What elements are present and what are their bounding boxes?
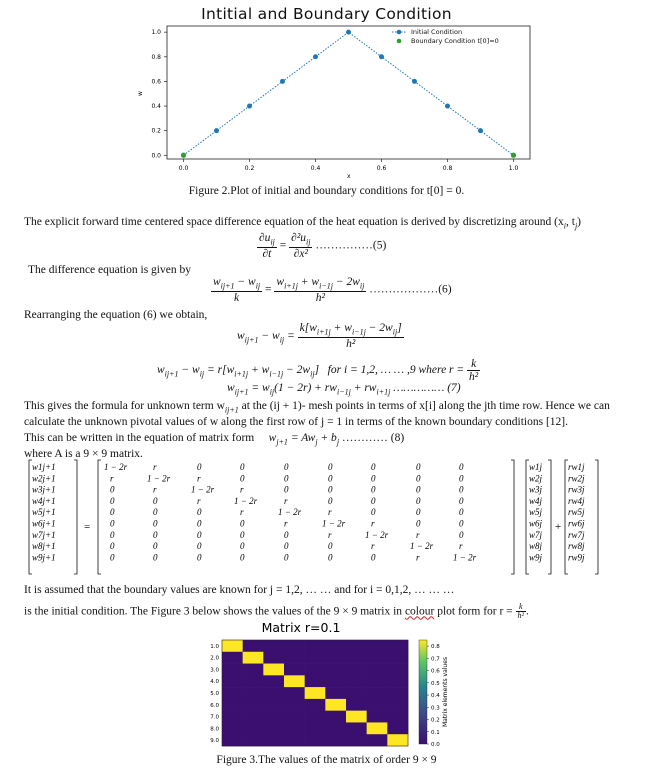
initial-condition-point xyxy=(445,104,450,109)
colorbar-tick-label: 0.8 xyxy=(431,644,440,651)
heatmap-cell xyxy=(263,711,284,723)
paragraph-1: The explicit forward time centered space difference equation of the heat equation is derived by discretizing around ($x_i$, $t_j$) xyxy=(24,216,582,231)
matrix-a-entry: 0 xyxy=(153,495,158,506)
heatmap-cell xyxy=(346,687,367,699)
heatmap-cell xyxy=(243,699,264,711)
matrix-a-entry: 0 xyxy=(328,473,333,484)
heatmap-cell xyxy=(346,734,367,746)
matrix-a-entry: 0 xyxy=(284,484,289,495)
matrix-a-entry: 0 xyxy=(197,518,202,529)
matrix-a-entry: 0 xyxy=(197,507,202,518)
heatmap-cell xyxy=(367,640,388,652)
initial-condition-point xyxy=(214,128,219,133)
heatmap-chart xyxy=(0,618,653,748)
initial-condition-point xyxy=(247,104,252,109)
matrix-a-entry: 1 − 2r xyxy=(234,495,258,506)
matrix-a-entry: r xyxy=(416,552,420,563)
matrix-a-entry: 0 xyxy=(328,462,333,472)
heatmap-cell xyxy=(263,687,284,699)
paragraph-5: calculate the unknown pivotal values of w along the first row of j = 1 in terms of the known boundary conditions [12]. xyxy=(24,416,568,428)
matrix-a-entry: 1 − 2r xyxy=(453,552,477,563)
matrix-a-entry: r xyxy=(416,529,420,540)
lhs-vector-entry: w1j+1 xyxy=(32,462,56,472)
matrix-a-entry: r xyxy=(197,495,201,506)
initial-condition-point xyxy=(313,54,318,59)
matrix-a-entry: 0 xyxy=(240,462,245,472)
matrix-a-entry: r xyxy=(328,529,332,540)
paragraph-2: The difference equation is given by xyxy=(28,264,191,276)
heatmap-cell xyxy=(222,711,243,723)
x-tick-label: 0.0 xyxy=(178,165,189,172)
heatmap-cell xyxy=(367,664,388,676)
colorbar xyxy=(419,640,427,744)
heatmap-cell xyxy=(387,711,408,723)
heatmap-cell xyxy=(305,640,326,652)
initial-condition-point xyxy=(478,128,483,133)
colorbar-tick-label: 0.7 xyxy=(431,656,440,663)
matrix-a-entry: 0 xyxy=(371,507,376,518)
heatmap-cell xyxy=(305,711,326,723)
matrix-a-entry: 0 xyxy=(284,473,289,484)
initial-condition-point xyxy=(346,30,351,35)
heatmap-cell xyxy=(243,664,264,676)
matrix-a-entry: 0 xyxy=(328,552,333,563)
y-tick-label: 0.8 xyxy=(151,53,161,61)
heatmap-cell xyxy=(222,664,243,676)
matrix-a-entry: 0 xyxy=(416,473,421,484)
matrix-a-entry: 1 − 2r xyxy=(322,518,346,529)
lhs-vector-entry: w7j+1 xyxy=(32,529,56,540)
initial-condition-point xyxy=(412,79,417,84)
wj-vector-entry: w5j xyxy=(529,507,543,518)
heatmap-cell xyxy=(346,711,367,723)
heatmap-cell xyxy=(284,687,305,699)
matrix-a-entry: 0 xyxy=(459,495,464,506)
matrix-a-entry: r xyxy=(110,473,114,484)
matrix-a-entry: 0 xyxy=(459,518,464,529)
heatmap-cell xyxy=(284,664,305,676)
heatmap-cell xyxy=(222,734,243,746)
equation-6: $\frac{w_{ij+1} - w_{ij}}{k}$ = $\frac{w_{i+1j} + w_{i-1j} - 2w_{ij}}{\text{h²}}$ ………………(6) xyxy=(213,276,452,304)
plot-area xyxy=(167,26,530,159)
colorbar-tick-label: 0.3 xyxy=(431,705,440,712)
heatmap-cell xyxy=(263,664,284,676)
heatmap-cell xyxy=(222,640,243,652)
matrix-a-entry: 1 − 2r xyxy=(191,484,215,495)
heatmap-cell xyxy=(305,675,326,687)
colorbar-tick-label: 0.5 xyxy=(431,680,440,687)
heatmap-cell xyxy=(305,652,326,664)
matrix-a-entry: 0 xyxy=(153,507,158,518)
matrix-a-entry: 0 xyxy=(153,541,158,552)
heatmap-cell xyxy=(263,675,284,687)
heatmap-title: Matrix r=0.1 xyxy=(261,620,341,635)
lhs-vector-entry: w2j+1 xyxy=(32,473,56,484)
heatmap-y-tick: 9.0 xyxy=(210,738,219,745)
heatmap-cell xyxy=(346,664,367,676)
heatmap-cell xyxy=(325,711,346,723)
x-tick-label: 0.4 xyxy=(310,165,321,172)
equation-5: $\frac{\partial u_{ij}}{\partial t}$ = $\frac{\partial^2u_{ij}}{\text{∂x²}}$ ……………(5) xyxy=(259,232,387,260)
x-tick-label: 0.8 xyxy=(442,165,453,172)
heatmap-cell xyxy=(367,675,388,687)
heatmap-cell xyxy=(346,640,367,652)
matrix-a-entry: 0 xyxy=(240,518,245,529)
matrix-a-entry: r xyxy=(284,495,288,506)
heatmap-cell xyxy=(305,722,326,734)
heatmap-y-tick: 7.0 xyxy=(210,714,219,721)
heatmap-cell xyxy=(367,699,388,711)
heatmap-y-tick: 8.0 xyxy=(210,726,219,733)
matrix-a-entry: 0 xyxy=(110,484,115,495)
matrix-a-entry: r xyxy=(153,484,157,495)
rw-vector-entry: rw3j xyxy=(568,484,585,495)
heatmap-cell xyxy=(222,652,243,664)
rw-vector-entry: rw5j xyxy=(568,507,585,518)
heatmap-cell xyxy=(387,675,408,687)
initial-condition-point xyxy=(280,79,285,84)
heatmap-cell xyxy=(243,722,264,734)
heatmap-cell xyxy=(346,722,367,734)
wj-vector-entry: w9j xyxy=(529,552,543,563)
heatmap-cell xyxy=(243,734,264,746)
heatmap-cell xyxy=(305,687,326,699)
initial-condition-line xyxy=(184,32,514,155)
matrix-equation xyxy=(0,458,653,583)
boundary-condition-point xyxy=(511,153,516,158)
colorbar-tick-label: 0.2 xyxy=(431,717,440,724)
figure2-caption: Figure 2.Plot of initial and boundary conditions for t[0] = 0. xyxy=(188,185,465,197)
heatmap-cell xyxy=(387,640,408,652)
heatmap-cell xyxy=(325,652,346,664)
matrix-a-entry: 0 xyxy=(284,529,289,540)
heatmap-cell xyxy=(263,699,284,711)
matrix-a-entry: 0 xyxy=(459,473,464,484)
matrix-a-entry: 0 xyxy=(110,552,115,563)
matrix-a-entry: 0 xyxy=(284,552,289,563)
heatmap-cell xyxy=(284,734,305,746)
matrix-a-entry: r xyxy=(371,518,375,529)
heatmap-cell xyxy=(243,675,264,687)
x-tick-label: 0.6 xyxy=(376,165,387,172)
matrix-a-entry: 0 xyxy=(371,473,376,484)
wj-vector-entry: w6j xyxy=(529,518,543,529)
matrix-a-entry: r xyxy=(328,507,332,518)
heatmap-cell xyxy=(325,722,346,734)
heatmap-cell xyxy=(243,652,264,664)
heatmap-cell xyxy=(284,675,305,687)
matrix-a-entry: r xyxy=(197,473,201,484)
matrix-a-entry: 0 xyxy=(459,462,464,472)
heatmap-cell xyxy=(346,675,367,687)
matrix-a-entry: r xyxy=(240,484,244,495)
heatmap-cell xyxy=(325,640,346,652)
initial-condition-point xyxy=(379,54,384,59)
equation-rearranged: $w_{ij+1} - w_{ij}$ = $\frac{k[w_{i+1j} + w_{i-1j} - 2w_{ij}]}{\text{h²}}$ xyxy=(237,322,402,350)
matrix-a-entry: 0 xyxy=(371,552,376,563)
matrix-a-entry: 0 xyxy=(328,484,333,495)
equation-r-form: $w_{ij+1} - w_{ij} = r[w_{i+1j} + w_{i-1j} - 2w_{ij}]$ for i = 1,2, … … ,9 where r = $\frac{k}{\text{h²}}$ xyxy=(157,358,479,384)
heatmap-cell xyxy=(263,722,284,734)
matrix-a-entry: 0 xyxy=(197,462,202,472)
heatmap-cell xyxy=(387,699,408,711)
matrix-a-entry: 0 xyxy=(416,484,421,495)
wj-vector-entry: w7j xyxy=(529,529,543,540)
heatmap-cell xyxy=(284,699,305,711)
legend-label-initial: Initial Condition xyxy=(411,28,463,36)
matrix-a-entry: r xyxy=(371,541,375,552)
lhs-vector-entry: w6j+1 xyxy=(32,518,56,529)
y-tick-label: 0.2 xyxy=(151,127,161,135)
colorbar-tick-label: 0.6 xyxy=(431,668,440,675)
boundary-condition-point xyxy=(181,153,186,158)
heatmap-cell xyxy=(305,664,326,676)
y-tick-label: 1.0 xyxy=(151,29,161,37)
rw-vector-entry: rw6j xyxy=(568,518,585,529)
matrix-a-entry: 0 xyxy=(328,495,333,506)
paragraph-4: This gives the formula for unknown term $w_{ij+1}$ at the (ij + 1)- mesh points in terms of x[i] along the jth time row. Hence we can xyxy=(24,400,610,415)
matrix-a-entry: 0 xyxy=(459,529,464,540)
matrix-a-entry: 0 xyxy=(371,495,376,506)
heatmap-y-tick: 5.0 xyxy=(210,691,219,697)
heatmap-cell xyxy=(387,722,408,734)
wj-vector-entry: w3j xyxy=(529,484,543,495)
matrix-a-entry: 0 xyxy=(459,484,464,495)
heatmap-cell xyxy=(243,640,264,652)
x-tick-label: 1.0 xyxy=(508,165,519,172)
matrix-a-entry: 0 xyxy=(240,552,245,563)
matrix-a-entry: 0 xyxy=(153,552,158,563)
heatmap-cell xyxy=(387,734,408,746)
heatmap-cell xyxy=(325,687,346,699)
figure3-caption: Figure 3.The values of the matrix of order 9 × 9 xyxy=(216,754,437,766)
heatmap-y-tick: 2.0 xyxy=(210,655,219,662)
paragraph-7: where A is a 9 × 9 matrix. xyxy=(24,448,143,460)
rw-vector-entry: rw1j xyxy=(568,462,585,472)
heatmap-cell xyxy=(263,640,284,652)
svg-text:+: + xyxy=(555,521,562,533)
heatmap-cell xyxy=(222,675,243,687)
matrix-a-entry: r xyxy=(240,507,244,518)
heatmap-cell xyxy=(325,664,346,676)
lhs-vector-entry: w3j+1 xyxy=(32,484,56,495)
matrix-a-entry: 0 xyxy=(197,552,202,563)
wj-vector-entry: w8j xyxy=(529,541,543,552)
y-tick-label: 0.4 xyxy=(151,103,161,111)
wj-vector-entry: w4j xyxy=(529,495,543,506)
heatmap-y-tick: 1.0 xyxy=(210,643,219,650)
matrix-a-entry: r xyxy=(284,518,288,529)
rw-vector-entry: rw4j xyxy=(568,495,585,506)
rw-vector-entry: rw2j xyxy=(568,473,585,484)
lhs-vector-entry: w8j+1 xyxy=(32,541,56,552)
svg-text:=: = xyxy=(84,521,91,533)
paragraph-6: This can be written in the equation of matrix form $w_{j+1} = Aw_j + b_j$ ………… (8) xyxy=(24,432,405,447)
x-axis-label: x xyxy=(347,173,351,180)
heatmap-cell xyxy=(387,652,408,664)
colorbar-tick-label: 0.0 xyxy=(431,742,440,748)
equation-7: $w_{ij+1} = w_{ij}(1 - 2r) + rw_{i-1j} + rw_{i+1j}$ …………… (7) xyxy=(227,382,461,397)
matrix-a-entry: 0 xyxy=(110,541,115,552)
heatmap-cell xyxy=(305,699,326,711)
matrix-a-entry: 0 xyxy=(240,473,245,484)
matrix-a-entry: 0 xyxy=(110,495,115,506)
y-axis-label: w xyxy=(137,91,144,96)
heatmap-cell xyxy=(243,687,264,699)
heatmap-cell xyxy=(284,722,305,734)
paragraph-9: is the initial condition. The Figure 3 below shows the values of the 9 × 9 matrix in colour plot form for r = $\frac{k}{\text{h²}}$ . xyxy=(24,602,529,621)
matrix-a-entry: 1 − 2r xyxy=(410,541,434,552)
matrix-a-entry: 0 xyxy=(459,507,464,518)
heatmap-y-tick: 4.0 xyxy=(210,679,219,686)
matrix-a-entry: 0 xyxy=(240,541,245,552)
heatmap-cell xyxy=(284,711,305,723)
rw-vector-entry: rw7j xyxy=(568,529,585,540)
chart1-title: Intitial and Boundary Condition xyxy=(201,5,452,23)
matrix-a-entry: 0 xyxy=(153,518,158,529)
rw-vector-entry: rw8j xyxy=(568,541,585,552)
heatmap-cell xyxy=(367,687,388,699)
heatmap-cell xyxy=(222,687,243,699)
heatmap-cell xyxy=(367,652,388,664)
heatmap-cell xyxy=(367,734,388,746)
matrix-a-entry: 0 xyxy=(197,541,202,552)
wj-vector-entry: w1j xyxy=(529,462,543,472)
heatmap-cell xyxy=(387,687,408,699)
heatmap-cell xyxy=(325,699,346,711)
lhs-vector-entry: w4j+1 xyxy=(32,495,56,506)
heatmap-cell xyxy=(305,734,326,746)
colorbar-tick-label: 0.4 xyxy=(431,693,440,700)
heatmap-cell xyxy=(367,722,388,734)
heatmap-cell xyxy=(284,652,305,664)
matrix-a-entry: 0 xyxy=(110,518,115,529)
heatmap-cell xyxy=(243,711,264,723)
matrix-a-entry: 1 − 2r xyxy=(104,462,128,472)
paragraph-3: Rearranging the equation (6) we obtain, xyxy=(24,309,208,321)
heatmap-cell xyxy=(367,711,388,723)
wj-vector-entry: w2j xyxy=(529,473,543,484)
matrix-a-entry: 0 xyxy=(371,462,376,472)
rw-vector-entry: rw9j xyxy=(568,552,585,563)
x-tick-label: 0.2 xyxy=(244,165,255,172)
heatmap-y-tick: 3.0 xyxy=(210,667,219,674)
colorbar-label: Matrix elements values xyxy=(442,656,449,728)
heatmap-cell xyxy=(346,699,367,711)
legend-label-boundary: Boundary Condition t[0]=0 xyxy=(411,37,499,45)
heatmap-cell xyxy=(222,722,243,734)
matrix-a-entry: 0 xyxy=(110,507,115,518)
matrix-a-entry: 1 − 2r xyxy=(147,473,171,484)
heatmap-cell xyxy=(325,675,346,687)
heatmap-cell xyxy=(284,640,305,652)
lhs-vector-entry: w9j+1 xyxy=(32,552,56,563)
matrix-a-entry: 0 xyxy=(416,462,421,472)
matrix-a-entry: r xyxy=(459,541,463,552)
matrix-a-entry: 0 xyxy=(197,529,202,540)
heatmap-cell xyxy=(263,652,284,664)
heatmap-y-tick: 6.0 xyxy=(210,702,219,709)
heatmap-cell xyxy=(346,652,367,664)
heatmap-cell xyxy=(387,664,408,676)
y-tick-label: 0.0 xyxy=(151,152,161,160)
heatmap-cell xyxy=(222,699,243,711)
heatmap-cell xyxy=(325,734,346,746)
matrix-a-entry: 0 xyxy=(240,529,245,540)
chart-legend xyxy=(392,30,406,44)
y-tick-label: 0.6 xyxy=(151,78,161,86)
matrix-a-entry: 0 xyxy=(416,495,421,506)
matrix-a-entry: 0 xyxy=(284,541,289,552)
matrix-a-entry: r xyxy=(153,462,157,472)
colorbar-tick-label: 0.1 xyxy=(431,729,440,736)
matrix-a-entry: 0 xyxy=(328,541,333,552)
matrix-a-entry: 0 xyxy=(371,484,376,495)
heatmap-cell xyxy=(263,734,284,746)
matrix-a-entry: 0 xyxy=(416,507,421,518)
matrix-a-entry: 1 − 2r xyxy=(365,529,389,540)
matrix-a-entry: 0 xyxy=(110,529,115,540)
matrix-a-entry: 0 xyxy=(284,462,289,472)
lhs-vector-entry: w5j+1 xyxy=(32,507,56,518)
line-chart xyxy=(0,0,653,185)
paragraph-8: It is assumed that the boundary values are known for j = 1,2, … … and for i = 0,1,2, … … … xyxy=(24,584,455,596)
matrix-a-entry: 0 xyxy=(416,518,421,529)
matrix-a-entry: 0 xyxy=(153,529,158,540)
matrix-a-entry: 1 − 2r xyxy=(278,507,302,518)
